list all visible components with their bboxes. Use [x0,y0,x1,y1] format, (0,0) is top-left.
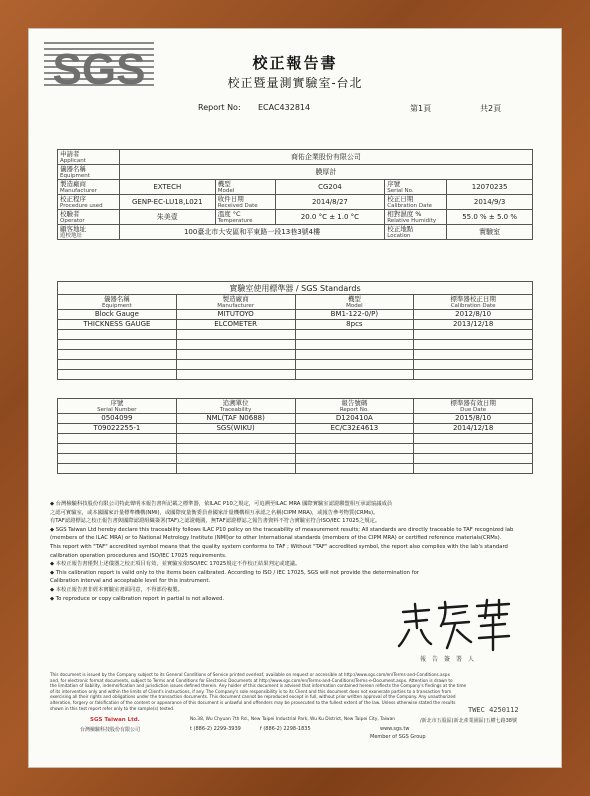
note-line: ◆ To reproduce or copy calibration report in partial is not allowed. [50,595,225,602]
mfr-label: 製造廠商 [60,180,86,188]
footer-line: alteration, forgery or falsification of the content or appearance of this document is unlawful and offenders may be prosecuted to the fullest extent of the law. Unless otherwise stated the results [50,699,456,705]
note-line: ◆ 台灣檢驗科技股份有限公司特此聲明本報告書所記載之標準器，依ILAC P10之規定，可追溯至ILAC MRA 國際實驗室認證聯盟相互承認協議成員 [50,501,393,507]
applicant-label: 申請者 [60,150,80,158]
note-line: 之認可實驗室，或本國國家計量標準機構(NMI)，或國際度量衡委員會國家計量機構相互承認之名稱(CIPM MRA)，或報告參考物質(CRMs)。 [50,509,379,516]
received-value: 2014/8/27 [275,195,385,210]
applicant-value: 商佑企業股份有限公司 [119,150,532,165]
company-fax: f (886-2) 2298-1835 [260,726,311,732]
company-phone: t (886-2) 2299-3939 [190,726,241,732]
empty-row [58,360,533,370]
tr-header-due-en: Due Date [460,407,487,413]
serial-value: 12070235 [447,180,533,195]
table-cell: MITUTOYO [176,310,295,320]
manufacturer-row [58,180,533,195]
table-cell: 8pcs [295,320,414,330]
table-cell: 2014/12/18 [414,424,533,434]
procedure-label: 校正程序 [60,195,86,203]
cal-date-value: 2014/9/3 [447,195,533,210]
mfr-label-en: Manufacturer [60,188,97,194]
standards-table [57,281,533,380]
table-cell: D120410A [295,414,414,424]
note-line: (members of the ILAC MRA) or to National Metrology Institute (NMI)or to other International standards (members of the CIPM MRA) or certified reference materials(CRMs). [50,535,502,542]
procedure-label-en: Procedure used [60,203,103,209]
equipment-row [58,165,533,180]
table-row [58,320,533,330]
table-cell: 2012/8/10 [414,310,533,320]
std-header-model-en: Model [346,303,363,309]
table-cell: 0504099 [58,414,177,424]
tr-header-report-en: Report No. [339,407,369,413]
traceability-header-row [58,399,533,414]
equipment-value: 膜厚計 [119,165,532,180]
note-line: 有TAF認證標誌之校正報告書與國際認證組織簽署(TAF)之認證範圍，無TAF認證標誌之報告書資料不符合實驗室符合ISO/IEC 17025之規定。 [50,518,381,525]
declaration-notes [50,500,540,603]
std-header-caldate: 標準器校正日期 [450,295,496,303]
serial-label-en: Serial No. [387,188,414,194]
report-label: Report No: [198,103,241,112]
info-table [57,149,533,240]
received-label-en: Received Date [217,203,258,209]
table-row [58,414,533,424]
table-cell: 2015/8/10 [414,414,533,424]
report-number: ECAC432814 [258,103,311,112]
serial-label: 序號 [387,180,401,188]
location-value: 實驗室 [447,225,533,240]
received-label: 收件日期 [217,195,244,203]
note-line: ◆ SGS Taiwan Ltd hereby declare this traceability follows ILAC P10 policy on the traceability of measurement results; All standards are directly traceable to TAF recognized lab [50,526,514,533]
logo-text: SGS [52,45,146,92]
applicant-row [58,150,533,165]
table-row [58,310,533,320]
traceability-table [57,398,533,474]
model-value: CG204 [275,180,385,195]
address-value: 100臺北市大安區和平東路一段13巷3號4樓 [119,225,384,240]
humidity-label-en: Relative Humidity [387,218,437,224]
standards-header-row [58,295,533,310]
tr-header-serial-en: Serial Number [97,407,137,413]
humidity-value: 55.0 % ± 5.0 % [447,210,533,225]
cal-date-label-en: Calibration Date [387,203,433,209]
footer-line: exercising all their rights and obligations under the transaction documents. This document cannot be reproduced except in full, without prior written approval of the Company. Any unauthorized [50,694,456,700]
temperature-value: 20.0 °C ± 1.0 °C [275,210,385,225]
operator-label-en: Operator [60,218,85,224]
tr-header-trace-en: Traceability [219,407,252,413]
company-name-zh: 台灣檢驗科技股份有限公司 [80,727,141,733]
location-label: 校正地點 [387,225,414,233]
operator-value: 朱美壹 [119,210,215,225]
empty-row [58,454,533,464]
note-line: This report with "TAF" accredited symbol means that the quality system conforms to TAF ; Without "TAF" accredited symbol, the report also complies with the lab's standard [50,543,508,550]
address-row [58,225,533,240]
empty-row [58,444,533,454]
footer-line: shown in this test report refer only to the sample(s) tested. [50,705,175,711]
table-cell: NML(TAF N0688) [176,414,295,424]
footer-line: and, for electronic format documents, subject to Terms and Conditions for Electronic Documents at http://www.sgs.com/en/Terms-and-Conditions/Terms-e-Document.aspx. Attention is drawn to [50,677,453,683]
table-cell: Block Gauge [58,310,177,320]
company-address-en: No.38, Wu Chyuan 7th Rd., New Taipei Industrial Park, Wu Ku District, New Taipei City, Taiwan [190,717,396,722]
std-header-mfr-en: Manufacturer [217,303,255,309]
empty-row [58,350,533,360]
tr-header-serial: 序號 [110,399,124,407]
model-label: 機型 [217,180,231,188]
operator-row [58,210,533,225]
procedure-value: GENP-EC-LU18,L021 [119,195,215,210]
operator-label: 校驗者 [60,210,80,218]
table-cell: T09022255-1 [58,424,177,434]
empty-row [58,370,533,380]
address-label: 顧客地址 [60,225,86,233]
legal-footer [50,672,532,711]
note-line: ◆ 本校正報告書非經本實驗室書面同意，不得部份複製。 [50,586,183,593]
note-line: Calibration interval and acceptable level for this instrument. [50,578,211,585]
empty-row [58,340,533,350]
company-address-zh: /新北市五股區(新北產業園區)五權七路38號 [420,718,517,724]
standards-heading: 實驗室使用標準器 / SGS Standards [58,282,533,295]
model-label-en: Model [217,188,235,194]
table-cell: SGS(WIKU) [176,424,295,434]
cal-date-label: 校正日期 [387,195,414,203]
address-label-2: 遊校地址 [60,233,83,239]
table-cell: 2013/12/18 [414,320,533,330]
tr-header-trace: 追溯單位 [222,399,249,407]
member-text: Member of SGS Group [370,734,426,740]
tr-header-due: 標準器有效日期 [450,399,496,407]
temperature-label-en: Temperature [217,218,253,224]
std-header-mfr: 製造廠商 [222,295,249,303]
page-number: 第1頁 [410,104,432,113]
equipment-label: 儀器名稱 [60,165,86,173]
procedure-row [58,195,533,210]
report-title: 校正報告書 [252,54,338,72]
footer-line: of its intervention only and within the limits of Client's instructions, if any. The Company's sole responsibility is to its Client and this document does not exonerate parties to a transaction from [50,688,452,694]
table-cell: THICKNESS GAUGE [58,320,177,330]
page-total: 共2頁 [480,104,502,113]
company-name-en: SGS Taiwan Ltd. [90,717,140,723]
std-header-equipment-en: Equipment [101,303,132,309]
table-cell: BM1-122-0/P) [295,310,414,320]
empty-row [58,434,533,444]
company-web: www.sgs.tw [380,726,410,732]
signatory-caption: 報告簽署人 [420,656,481,663]
serial-stamp: TWEC 4250112 [468,706,519,714]
humidity-label: 相對濕度 % [387,210,422,218]
empty-row [58,464,533,474]
table-cell: EC/C32£4613 [295,424,414,434]
table-row [58,424,533,434]
lab-subtitle: 校正暨量測實驗室-台北 [227,76,363,90]
tr-header-report: 報告號碼 [341,399,368,407]
note-line: calibration operation procedures and ISO/IEC 17025 requirements. [50,552,227,559]
applicant-label-en: Applicant [60,158,86,164]
std-header-model: 機型 [347,295,361,303]
footer-line: This document is issued by the Company subject to its General Conditions of Service printed overleaf, available on request or accessible at http://www.sgs.com/en/Terms-and-Conditions.aspx [50,672,450,677]
empty-row [58,330,533,340]
handwritten-signature [395,598,515,653]
std-header-equipment: 儀器名稱 [103,295,130,303]
footer-line: the limitation of liability, indemnification and jurisdiction issues defined therein. Any holder of this document is advised that information contained hereon reflects the Company's findings at the time [50,683,467,689]
equipment-label-en: Equipment [60,173,90,179]
table-cell: ELCOMETER [176,320,295,330]
std-header-caldate-en: Calibration Date [450,303,496,309]
note-line: ◆ This calibration report is valid only to the items been calibrated. According to ISO / IEC 17025, SGS will not provide the determination for [50,569,419,576]
location-label-en: Location [387,233,411,239]
temperature-label: 溫度 °C [217,210,241,218]
note-line: ◆ 本校正報告書僅對上述儀器之校正項目有效，並實驗室依ISO/IEC 17025規定不作校正結果判定或建議。 [50,561,301,568]
mfr-value: EXTECH [119,180,215,195]
